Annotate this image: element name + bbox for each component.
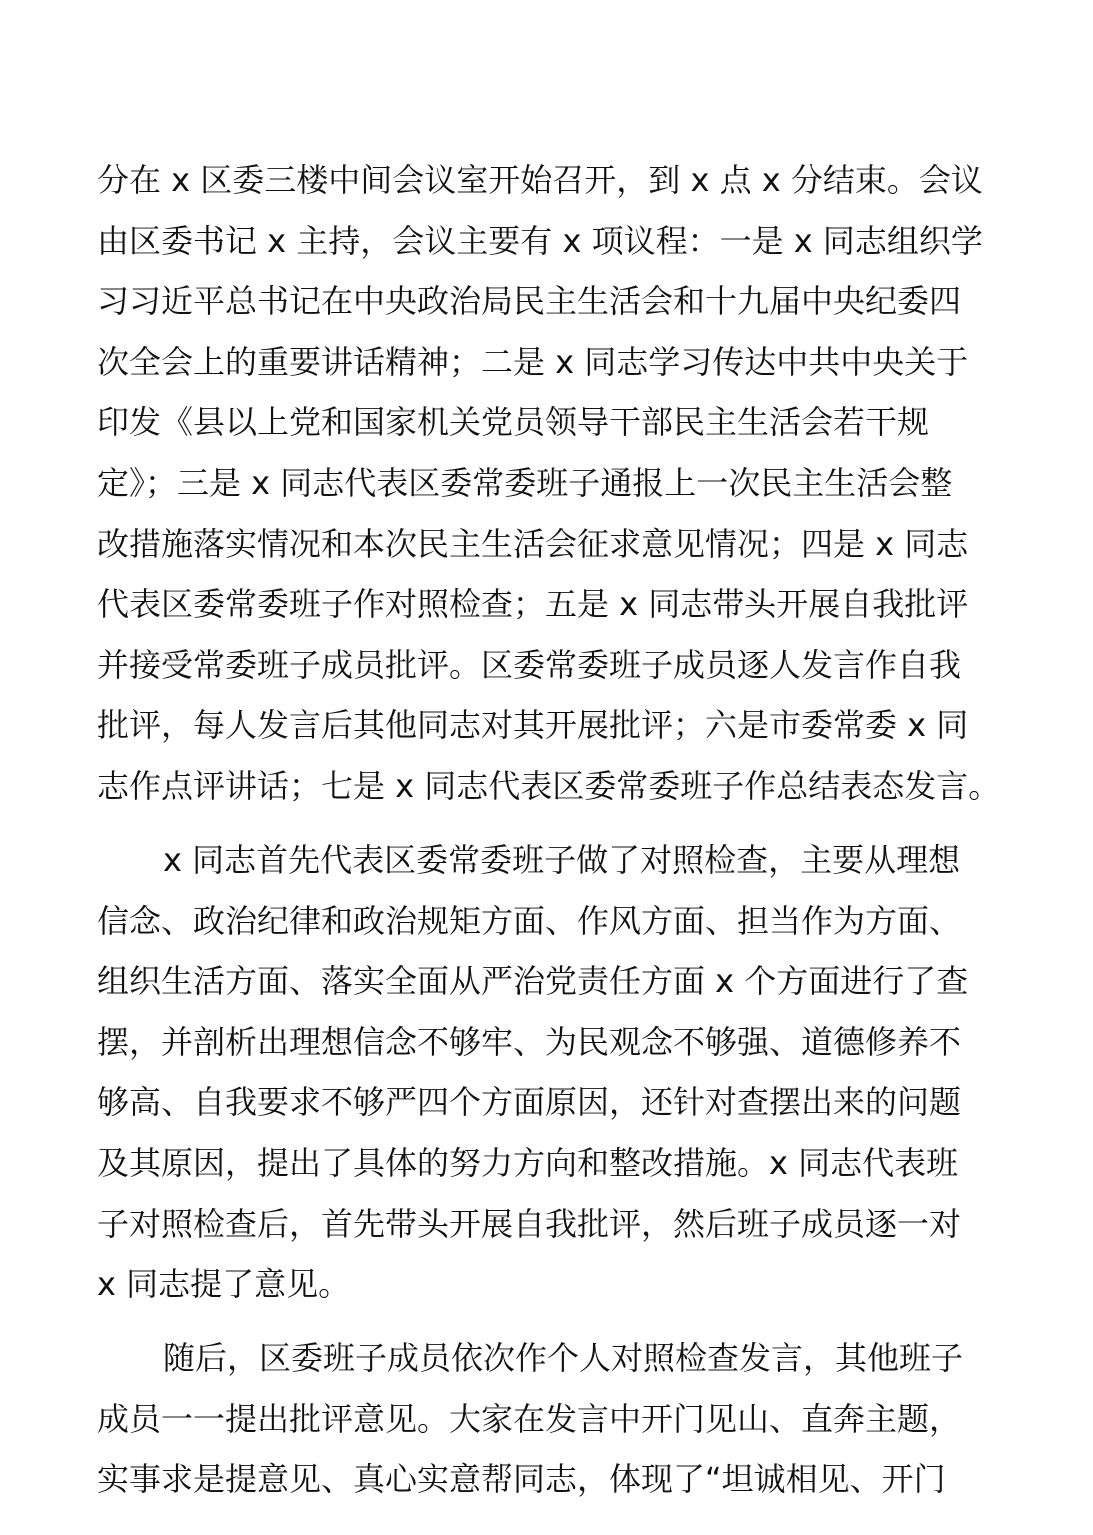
- paragraph-meeting-agenda: [97, 150, 1007, 817]
- text-line: 及其原因，提出了具体的努力方向和整改措施。x 同志代表班: [97, 1143, 959, 1182]
- text-line: 并接受常委班子成员批评。区委常委班子成员逐人发言作自我: [97, 645, 962, 684]
- text-line: 定》；三是 x 同志代表区委常委班子通报上一次民主生活会整: [97, 463, 953, 502]
- text-line: 印发《县以上党和国家机关党员领导干部民主生活会若干规: [97, 403, 930, 442]
- text-line: 摆，并剖析出理想信念不够牢、为民观念不够强、道德修养不: [97, 1022, 962, 1061]
- text-line: 批评，每人发言后其他同志对其开展批评；六是市委常委 x 同: [97, 706, 969, 745]
- text-line: 代表区委常委班子作对照检查；五是 x 同志带头开展自我批评: [97, 585, 969, 624]
- text-line: 分在 x 区委三楼中间会议室开始召开，到 x 点 x 分结束。会议: [97, 161, 983, 199]
- text-line: 够高、自我要求不够严四个方面原因，还针对查摆出来的问题: [97, 1083, 962, 1122]
- text-line: x 同志首先代表区委常委班子做了对照检查，主要从理想: [163, 841, 961, 879]
- text-line: 实事求是提意见、真心实意帮同志，体现了“坦诚相见、开门: [97, 1460, 946, 1499]
- text-line: 信念、政治纪律和政治规矩方面、作风方面、担当作为方面、: [97, 901, 962, 940]
- text-line: 组织生活方面、落实全面从严治党责任方面 x 个方面进行了查: [97, 962, 969, 1001]
- text-line: 改措施落实情况和本次民主生活会征求意见情况；四是 x 同志: [97, 524, 969, 563]
- text-line: 由区委书记 x 主持，会议主要有 x 项议程：一是 x 同志组织学: [97, 221, 983, 260]
- text-line: 子对照检查后，首先带头开展自我批评，然后班子成员逐一对: [97, 1204, 962, 1243]
- text-line: 志作点评讲话；七是 x 同志代表区委常委班子作总结表态发言。: [97, 766, 1001, 805]
- text-line: 随后，区委班子成员依次作个人对照检查发言，其他班子: [163, 1339, 964, 1377]
- text-line: 次全会上的重要讲话精神；二是 x 同志学习传达中共中央关于: [97, 342, 969, 381]
- text-line: 成员一一提出批评意见。大家在发言中开门见山、直奔主题，: [97, 1399, 962, 1438]
- text-line: x 同志提了意见。: [97, 1265, 351, 1304]
- text-line: 习习近平总书记在中央政治局民主生活会和十九届中央纪委四: [97, 282, 962, 321]
- paragraph-member-speeches: [97, 1328, 1007, 1510]
- paragraph-committee-self-check: [97, 830, 1007, 1315]
